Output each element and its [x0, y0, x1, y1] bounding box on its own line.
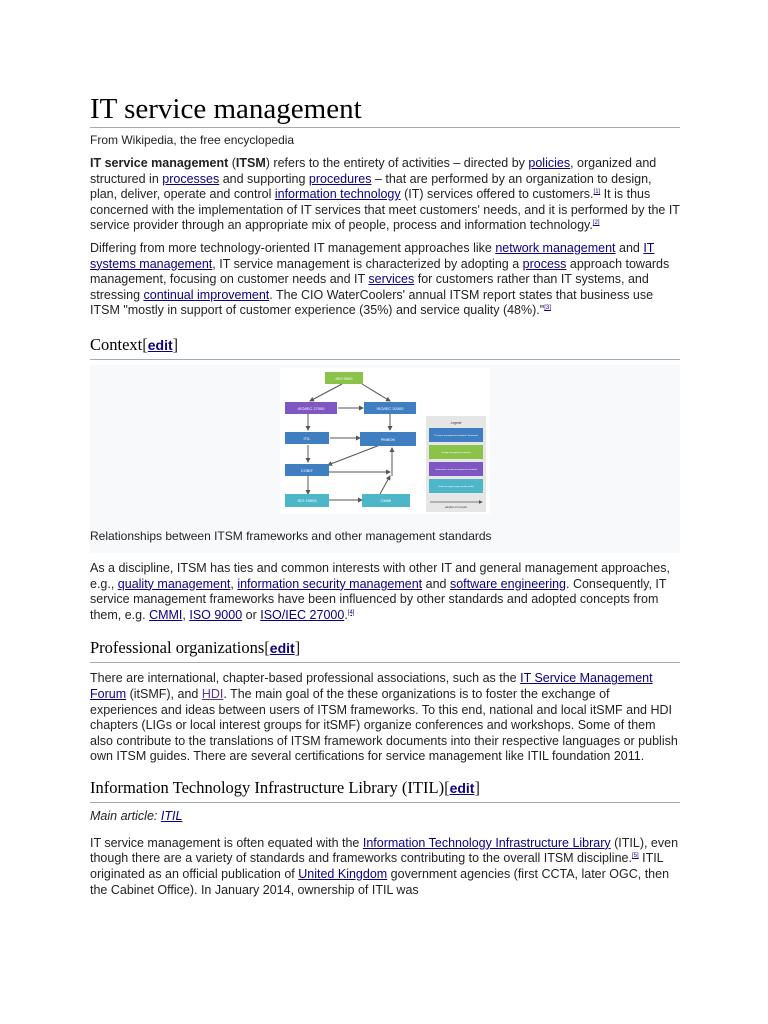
svg-text:COBIT: COBIT [300, 467, 314, 473]
intro-paragraph-1: IT service management (ITSM) refers to the entirety of activities – directed by policies, organized and structured in processes and supporting procedures – that are performed by an organization to design, plan, deliver, operate and control information technology (IT) services offered to customers.[1] It is thus concerned with the implementation of IT services that meet customers' needs, and it is performed by the IT service provider through an appropriate mix of people, process and information technology.[2] [90, 156, 680, 233]
svg-text:ISO 9000: ISO 9000 [335, 375, 353, 381]
link-hdi[interactable]: HDI [201, 686, 224, 701]
link-procedures[interactable]: procedures [308, 171, 372, 186]
link-services[interactable]: services [368, 272, 415, 287]
link-iso-9000[interactable]: ISO 9000 [189, 607, 243, 622]
reference-link[interactable]: [1] [593, 189, 601, 196]
link-iso-iec-27000[interactable]: ISO/IEC 27000 [260, 607, 345, 622]
link-information-technology[interactable]: information technology [274, 187, 401, 202]
svg-text:CMMI: CMMI [380, 497, 392, 503]
link-information-security-management[interactable]: information security management [237, 576, 423, 591]
svg-text:IT service management standard: IT service management standard / framework [434, 434, 478, 437]
bold-term: ITSM [235, 156, 266, 170]
link-software-engineering[interactable]: software engineering [449, 576, 566, 591]
reference-link[interactable]: [3] [544, 305, 551, 312]
link-network-management[interactable]: network management [495, 240, 616, 255]
link-itil[interactable]: Information Technology Infrastructure Library [362, 835, 611, 850]
page-title: IT service management [90, 0, 680, 128]
link-itsmf[interactable]: IT Service Management Forum [90, 671, 653, 701]
svg-text:Software engineering maturity: Software engineering maturity model [438, 485, 474, 488]
section-heading-context: Context[edit] [90, 334, 680, 360]
intro-paragraph-2: Differing from more technology-oriented IT management approaches like network management and IT systems management, IT service management is characterized by adopting a process approach towards management, focusing on customer needs and IT services for customers rather than IT systems, and stressing continual improvement. The CIO WaterCoolers' annual ITSM report states that business use ITSM "mostly in support of customer experience (35%) and service quality (48%)."[3] [90, 240, 670, 318]
svg-text:PMBOK: PMBOK [380, 436, 396, 442]
link-itil-main-article[interactable]: ITIL [160, 808, 183, 823]
itil-paragraph: IT service management is often equated with the Information Technology Infrastructure Library (ITIL), even though there are a variety of standards and frameworks contributing to the overall ITSM discipline.[5] ITIL originated as an official publication of United Kingdom government agencies (first CCTA, later OGC, then the Cabinet Office). In January 2014, ownership of ITIL was [90, 835, 679, 897]
link-continual-improvement[interactable]: continual improvement [143, 287, 270, 302]
itsm-frameworks-diagram [280, 368, 490, 514]
link-processes[interactable]: processes [162, 171, 220, 186]
figure-caption: Relationships between ITSM frameworks and other management standards [90, 528, 492, 543]
article [90, 0, 680, 898]
link-quality-management[interactable]: quality management [117, 576, 231, 591]
svg-text:ISO/IEC 27000: ISO/IEC 27000 [297, 405, 325, 411]
svg-text:ITIL: ITIL [303, 435, 311, 441]
svg-text:ISO/IEC 20000: ISO/IEC 20000 [376, 405, 404, 411]
svg-text:ISO 15504: ISO 15504 [297, 497, 317, 503]
bold-term: IT service management [90, 156, 229, 170]
svg-text:adoption of concepts: adoption of concepts [444, 505, 468, 509]
link-process[interactable]: process [522, 256, 567, 271]
svg-text:Information security managemen: Information security management standard [435, 468, 477, 471]
svg-text:Quality management standard: Quality management standard [441, 451, 471, 454]
context-paragraph: As a discipline, ITSM has ties and common interests with other IT and general management approaches, e.g., quality management, information security management and software engineering. Consequently, IT service management frameworks have been influenced by other standards and adopted concepts from them, e.g. CMMI, ISO 9000 or ISO/IEC 27000.[4] [90, 560, 670, 622]
edit-link[interactable]: edit [269, 640, 295, 657]
edit-link[interactable]: edit [147, 336, 173, 353]
figure [90, 365, 680, 553]
tagline: From Wikipedia, the free encyclopedia [90, 133, 295, 147]
section-heading-itil: Information Technology Infrastructure Library (ITIL)[edit] [90, 777, 680, 803]
link-united-kingdom[interactable]: United Kingdom [298, 867, 388, 882]
reference-link[interactable]: [5] [631, 853, 639, 860]
link-policies[interactable]: policies [528, 156, 571, 170]
main-article-hatnote: Main article: ITIL [90, 808, 183, 823]
professional-paragraph: There are international, chapter-based professional associations, such as the IT Service Management Forum (itSMF), and HDI. The main goal of the these organizations is to foster the exchange of experiences and ideas between users of ITSM frameworks. To this end, national and local itSMF and HDI chapters (LIGs or local interest groups for itSMF) organize conferences and workshops. Some of them also contribute to the translations of ITSM framework documents into their respective languages or publish own ITSM guides. There are several certifications for service management like ITIL foundation 2011. [90, 671, 678, 764]
section-heading-professional-organizations: Professional organizations[edit] [90, 637, 680, 663]
link-it-systems-management[interactable]: IT systems management [90, 240, 655, 271]
reference-link[interactable]: [4] [347, 609, 355, 616]
edit-link[interactable]: edit [449, 779, 475, 796]
reference-link[interactable]: [2] [592, 220, 600, 227]
svg-text:Legend: Legend [450, 420, 462, 425]
link-cmmi[interactable]: CMMI [149, 607, 183, 622]
